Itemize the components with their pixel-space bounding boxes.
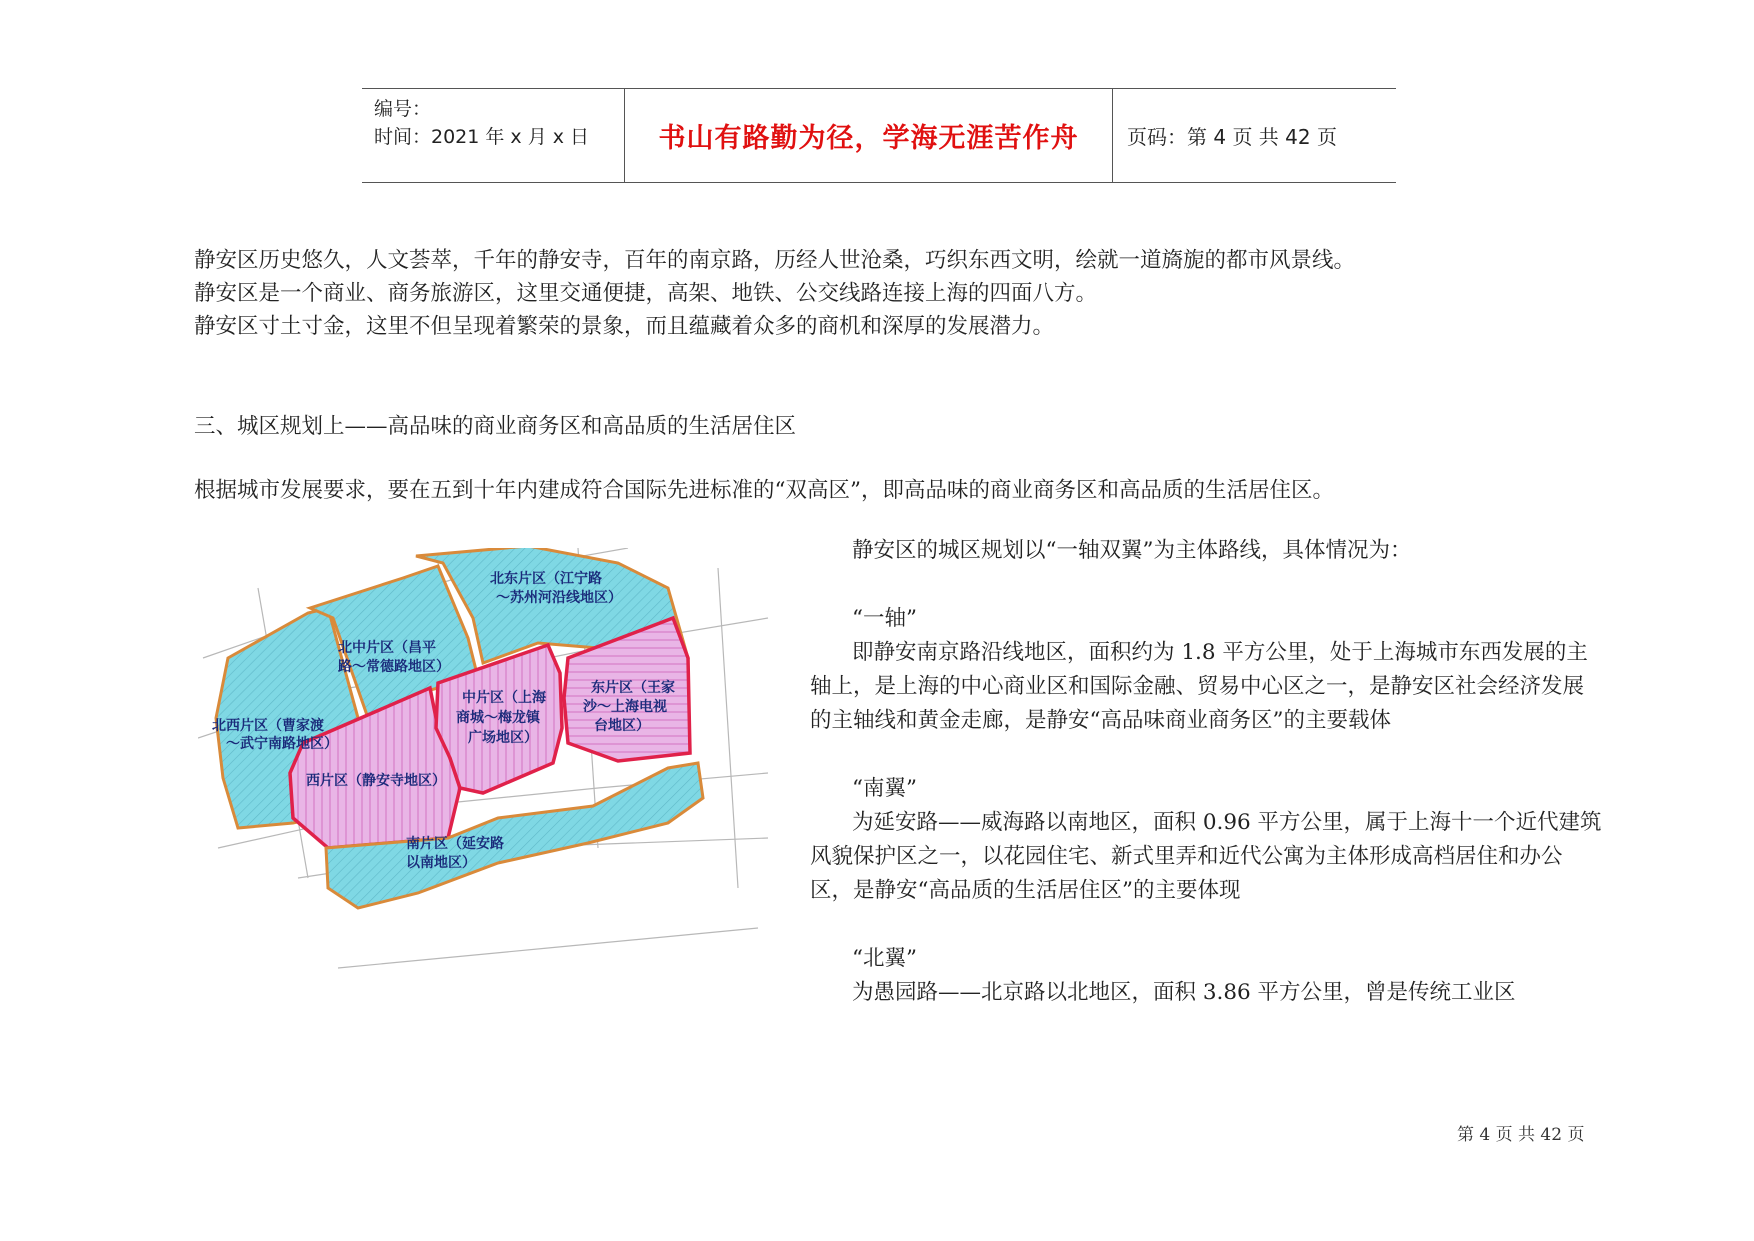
page-footer: 第 4 页 共 42 页 [1457,1125,1585,1145]
section-intro: 根据城市发展要求，要在五到十年内建成符合国际先进标准的“双高区”，即高品味的商业商务区和高品质的生活居住区。 [194,478,1334,503]
serial-number-label: 编号： [374,98,432,120]
label-middle: 中片区（上海商城～梅龙镇广场地区） [456,690,546,746]
label-north-middle: 北中片区（昌平路～常德路地区） [338,640,450,675]
header-motto: 书山有路勤为径，学海无涯苦作舟 [625,89,1113,182]
intro-paragraph-3: 静安区寸土寸金，这里不但呈现着繁荣的景象，而且蕴藏着众多的商机和深厚的发展潜力。 [194,314,1055,339]
south-wing-text: 为延安路——威海路以南地区，面积 0.96 平方公里，属于上海十一个近代建筑风貌保护区之一，以花园住宅、新式里弄和近代公寓为主体形成高档居住和办公区，是静安“高品质的生活居住区”的主要体现 [810,810,1602,903]
label-south: 南片区（延安路以南地区） [406,836,504,871]
intro-paragraph-2: 静安区是一个商业、商务旅游区，这里交通便捷，高架、地铁、公交线路连接上海的四面八方。 [194,281,1098,306]
page-header [362,88,1396,183]
intro-paragraph-1: 静安区历史悠久，人文荟萃，千年的静安寺，百年的南京路，历经人世沧桑，巧织东西文明，绘就一道旖旎的都市风景线。 [194,248,1356,273]
header-meta [362,89,625,182]
north-wing-title: “北翼” [852,946,917,971]
date-label: 时间：2021 年 x 月 x 日 [374,126,590,148]
south-wing-title: “南翼” [852,776,917,801]
axis-title: “一轴” [852,606,917,631]
label-north-east: 北东片区（江宁路～苏州河沿线地区） [490,571,622,606]
header-page-number: 页码：第 4 页 共 42 页 [1127,125,1337,149]
north-wing-text: 为愚园路——北京路以北地区，面积 3.86 平方公里，曾是传统工业区 [852,980,1516,1005]
section-heading: 三、城区规划上——高品味的商业商务区和高品质的生活居住区 [194,414,797,439]
plan-intro: 静安区的城区规划以“一轴双翼”为主体路线，具体情况为： [852,538,1412,563]
axis-text: 即静安南京路沿线地区，面积约为 1.8 平方公里，处于上海城市东西发展的主轴上，是上海的中心商业区和国际金融、贸易中心区之一，是静安区社会经济发展的主轴线和黄金走廊，是静安“高品味商业商务区”的主要载体 [810,640,1588,733]
label-east: 东片区（王家沙～上海电视台地区） [583,680,675,734]
district-plan-map [198,548,778,1008]
plan-description [810,534,1610,1010]
label-west: 西片区（静安寺地区） [306,773,446,789]
label-north-west: 北西片区（曹家渡～武宁南路地区） [212,718,338,752]
